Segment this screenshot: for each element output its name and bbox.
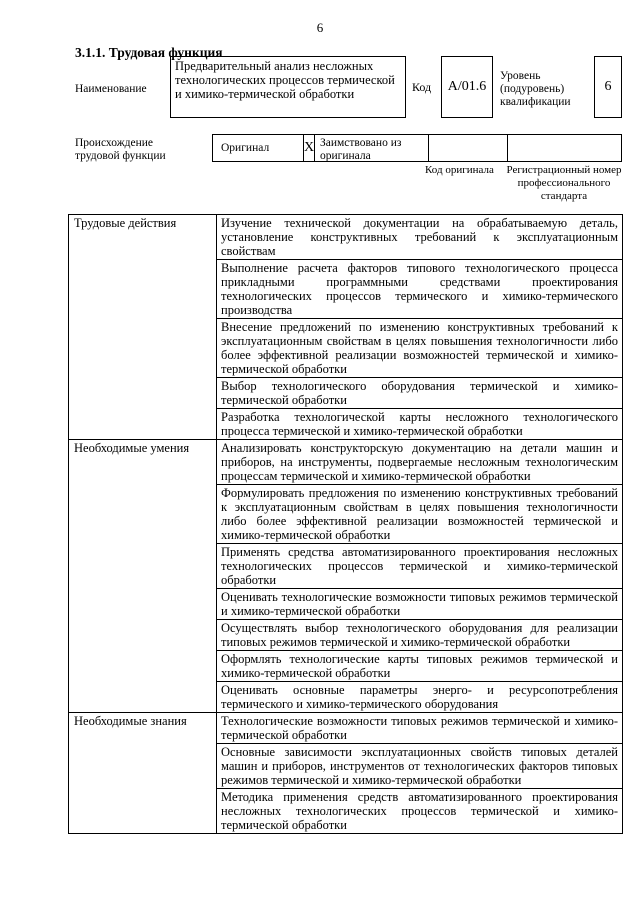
reg-number-caption: Регистрационный номер профессионального стандарта [506, 164, 622, 202]
origin-row [212, 134, 622, 162]
function-name: Предварительный анализ несложных технологических процессов термической и химико-термической обработки [170, 56, 406, 118]
table-cell: Выполнение расчета факторов типового технологического процесса прикладными программными средствами проектирования технологических процессов термического и химико-термического производства [217, 260, 623, 319]
level-label: Уровень (подуровень) квалификации [500, 70, 571, 108]
table-cell: Оформлять технологические карты типовых режимов термической и химико-термической обработки [217, 651, 623, 682]
reg-number-cell [507, 134, 622, 162]
page-number: 6 [316, 20, 324, 35]
original-cell [212, 134, 304, 162]
table-row [69, 713, 623, 744]
section-title: 3.1.1. Трудовая функция [75, 45, 223, 60]
qualification-level: 6 [594, 56, 622, 118]
original-label: Оригинал [221, 142, 270, 154]
table-cell: Оценивать технологические возможности типовых режимов термической и химико-термической обработки [217, 589, 623, 620]
table-cell: Основные зависимости эксплуатационных свойств типовых деталей машин и приборов, инструментов от технологических факторов типовых режимов термической и химико-термической обработки [217, 744, 623, 789]
original-mark: X [303, 134, 315, 162]
code-original-caption: Код оригинала [425, 164, 494, 176]
code-original-cell [428, 134, 508, 162]
table-cell: Формулировать предложения по изменению конструктивных требований к эксплуатационным свойствам в целях повышения технологичности либо более эффективной реализации возможностей термической и химико-термической обработки [217, 485, 623, 544]
category-label: Необходимые знания [69, 713, 217, 834]
table-cell: Оценивать основные параметры энерго- и ресурсопотребления термического и химико-термического оборудования [217, 682, 623, 713]
category-label: Необходимые умения [69, 440, 217, 713]
table-cell: Применять средства автоматизированного проектирования несложных технологических процессов термической и химико-термической обработки [217, 544, 623, 589]
table-cell: Осуществлять выбор технологического оборудования для реализации типовых режимов термической и химико-термической обработки [217, 620, 623, 651]
table-row [69, 440, 623, 485]
table-cell: Методика применения средств автоматизированного проектирования несложных технологических процессов термической и химико-термической обработки [217, 789, 623, 834]
table-cell: Изучение технической документации на обрабатываемую деталь, установление конструктивных требований к эксплуатационным свойствам [217, 215, 623, 260]
table-cell: Разработка технологической карты несложного технологического процесса термической и химико-термической обработки [217, 409, 623, 440]
table-cell: Внесение предложений по изменению конструктивных требований к эксплуатационным свойствам в целях повышения технологичности либо более эффективной реализации возможностей термической и химико-термической обработки [217, 319, 623, 378]
origin-label: Происхождение трудовой функции [75, 137, 166, 162]
table-row [69, 215, 623, 260]
table-cell: Анализировать конструкторскую документацию на детали машин и приборов, на инструменты, подвергаемые несложным технологическим процессам термической и химико-термической обработки [217, 440, 623, 485]
category-label: Трудовые действия [69, 215, 217, 440]
table-cell: Технологические возможности типовых режимов термической и химико-термической обработки [217, 713, 623, 744]
name-label: Наименование [75, 83, 147, 95]
code-label: Код [412, 80, 432, 94]
borrowed-cell: Заимствовано из оригинала [314, 134, 429, 162]
function-code: А/01.6 [441, 56, 493, 118]
labor-function-table [68, 214, 623, 834]
table-cell: Выбор технологического оборудования термической и химико-термической обработки [217, 378, 623, 409]
